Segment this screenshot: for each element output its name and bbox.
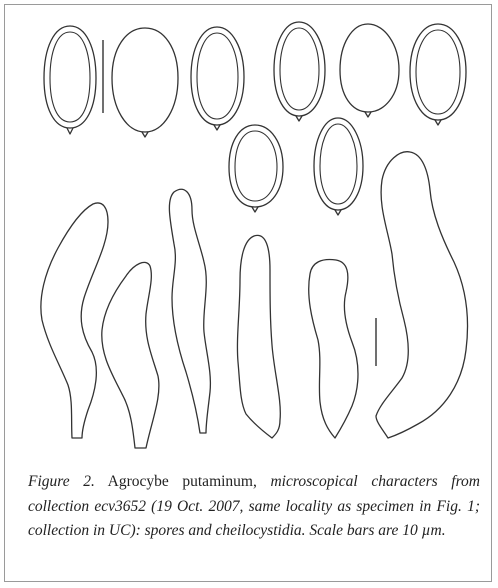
spore <box>191 27 244 130</box>
cheilocystidium <box>102 262 159 448</box>
caption-text: microscopical characters from collection ecv3652 (19 Oct. 2007, same locality as specimen in Fig. 1; collection in UC): spores and cheilocystidia. Scale bars are 10 µm. <box>28 473 480 539</box>
spore <box>274 22 325 121</box>
cheilocystidium <box>376 152 468 438</box>
spore <box>229 125 283 212</box>
cheilocystidium <box>309 260 358 438</box>
caption-label: Figure 2. <box>28 473 95 490</box>
figure-caption <box>28 470 480 544</box>
spore <box>410 24 466 125</box>
spore <box>112 28 178 137</box>
cheilocystidium <box>41 203 108 438</box>
cheilocystidium <box>237 235 280 438</box>
spore <box>340 24 399 117</box>
spore <box>44 26 96 134</box>
spore <box>314 118 363 215</box>
cheilocystidium <box>169 189 210 433</box>
caption-species: Agrocybe putaminum, <box>107 473 257 490</box>
